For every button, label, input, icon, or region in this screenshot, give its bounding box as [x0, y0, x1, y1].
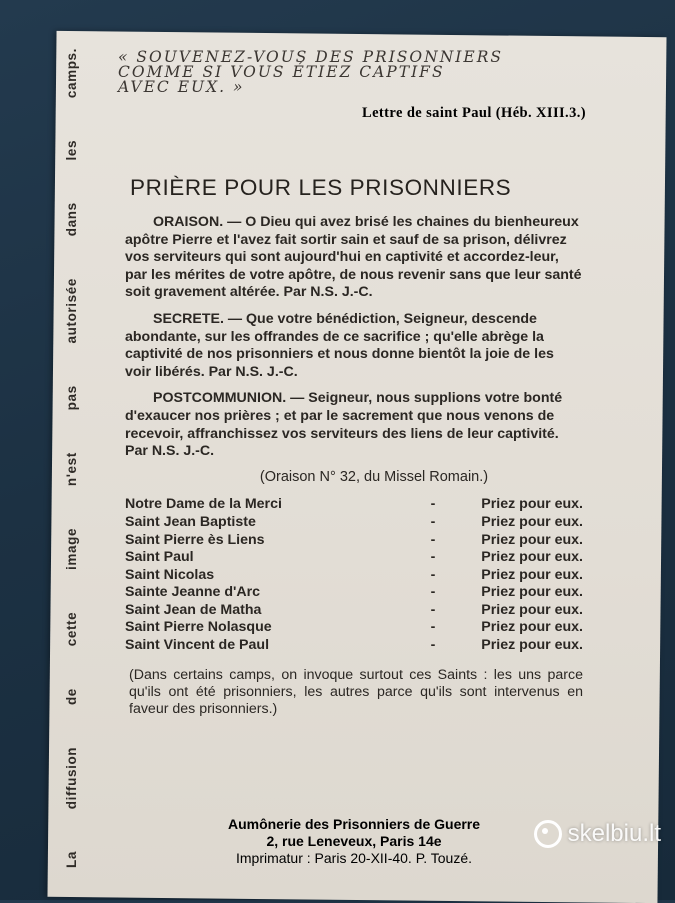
location-ring-icon — [534, 820, 562, 848]
postcommunion-text: — Seigneur, nous supplions votre bonté d'exaucer nos prières ; et par le sacrement que nous venons de recevoir, affranchissez vos serviteurs des liens de leur captivité. Par N.S. J.-C. — [125, 390, 563, 460]
litany-response: Priez pour eux. — [481, 531, 583, 548]
postcommunion-label: POSTCOMMUNION. — [153, 390, 287, 407]
secrete-paragraph — [125, 311, 583, 381]
dash: - — [430, 566, 436, 583]
postcommunion-paragraph — [125, 390, 583, 460]
saint-name: Sainte Jeanne d'Arc — [125, 584, 261, 601]
litany-response: Priez pour eux. — [481, 601, 583, 618]
litany-row — [125, 584, 583, 602]
litany-row — [125, 567, 583, 585]
saint-name: Saint Paul — [125, 549, 194, 566]
dash: - — [430, 637, 436, 654]
footer — [125, 816, 583, 868]
litany-row — [125, 549, 583, 567]
litany-row — [125, 514, 583, 532]
litany-response: Priez pour eux. — [481, 637, 583, 654]
prayer-body — [125, 214, 583, 719]
watermark — [534, 820, 661, 848]
quote-source: Lettre de saint Paul (Héb. XIII.3.) — [362, 105, 586, 121]
saint-name: Saint Nicolas — [125, 566, 215, 583]
saint-name: Saint Jean Baptiste — [125, 513, 256, 530]
footer-imprimatur: Imprimatur : Paris 20-XII-40. P. Touzé. — [235, 850, 473, 867]
footer-address: 2, rue Leneveux, Paris 14e — [266, 833, 442, 850]
oraison-paragraph — [125, 214, 583, 302]
saints-note: (Dans certains camps, on invoque surtout ces Saints : les uns parce qu'ils ont été prisonniers, les autres parce qu'ils sont intervenus en faveur des prisonniers.) — [129, 666, 583, 718]
litany-response: Priez pour eux. — [481, 619, 583, 636]
page-title: PRIÈRE POUR LES PRISONNIERS — [130, 175, 512, 200]
oraison-label: ORAISON. — [153, 214, 224, 230]
saint-name: Saint Vincent de Paul — [125, 637, 270, 654]
litany-response: Priez pour eux. — [481, 513, 583, 530]
quote-line: « SOUVENEZ-VOUS DES PRISONNIERS — [118, 48, 503, 66]
litany-row — [125, 637, 583, 655]
dash: - — [430, 584, 436, 601]
litany-response: Priez pour eux. — [481, 566, 583, 583]
litany-row — [125, 619, 583, 637]
epigraph-quote — [118, 50, 558, 95]
saint-name: Saint Jean de Matha — [125, 601, 262, 618]
saint-name: Saint Pierre ès Liens — [125, 531, 265, 548]
vertical-notice: La diffusion de cette image n'est pas autorisée dans les camps. — [64, 48, 79, 868]
litany-row — [125, 496, 583, 514]
secrete-label: SECRETE. — [153, 310, 224, 327]
litany-table — [125, 496, 583, 654]
missal-reference: (Oraison N° 32, du Missel Romain.) — [259, 468, 489, 485]
dash: - — [430, 531, 436, 548]
saint-name: Saint Pierre Nolasque — [125, 619, 272, 636]
dash: - — [430, 496, 436, 513]
litany-row — [125, 532, 583, 550]
dash: - — [430, 513, 436, 530]
quote-line: COMME SI VOUS ÉTIEZ CAPTIFS — [118, 63, 445, 81]
footer-organization: Aumônerie des Prisonniers de Guerre — [227, 816, 481, 832]
secrete-text: — Que votre bénédiction, Seigneur, descende abondante, sur les offrandes de ce sacrifice ; qu'elle abrège la captivité de nos prisonniers et nous donne bientôt la joie de les voir libérés. Par N.S. J.-C. — [125, 310, 554, 380]
litany-row — [125, 602, 583, 620]
dash: - — [430, 601, 436, 618]
saint-name: Notre Dame de la Merci — [125, 496, 282, 513]
litany-response: Priez pour eux. — [481, 549, 583, 566]
dash: - — [430, 619, 436, 636]
litany-response: Priez pour eux. — [481, 584, 583, 601]
watermark-text: skelbiu.lt — [567, 820, 661, 847]
quote-line: AVEC EUX. » — [118, 78, 245, 96]
oraison-text: — O Dieu qui avez brisé les chaines du bienheureux apôtre Pierre et l'avez fait sortir sain et sauf de sa prison, délivrez vos serviteurs qui sont aujourd'hui en captivité et accordez-leur, par les mérites de votre apôtre, de nous revenir sans que leur santé soit gravement altérée. Par N.S. J.-C. — [125, 214, 582, 301]
litany-response: Priez pour eux. — [481, 496, 583, 513]
dash: - — [430, 549, 436, 566]
